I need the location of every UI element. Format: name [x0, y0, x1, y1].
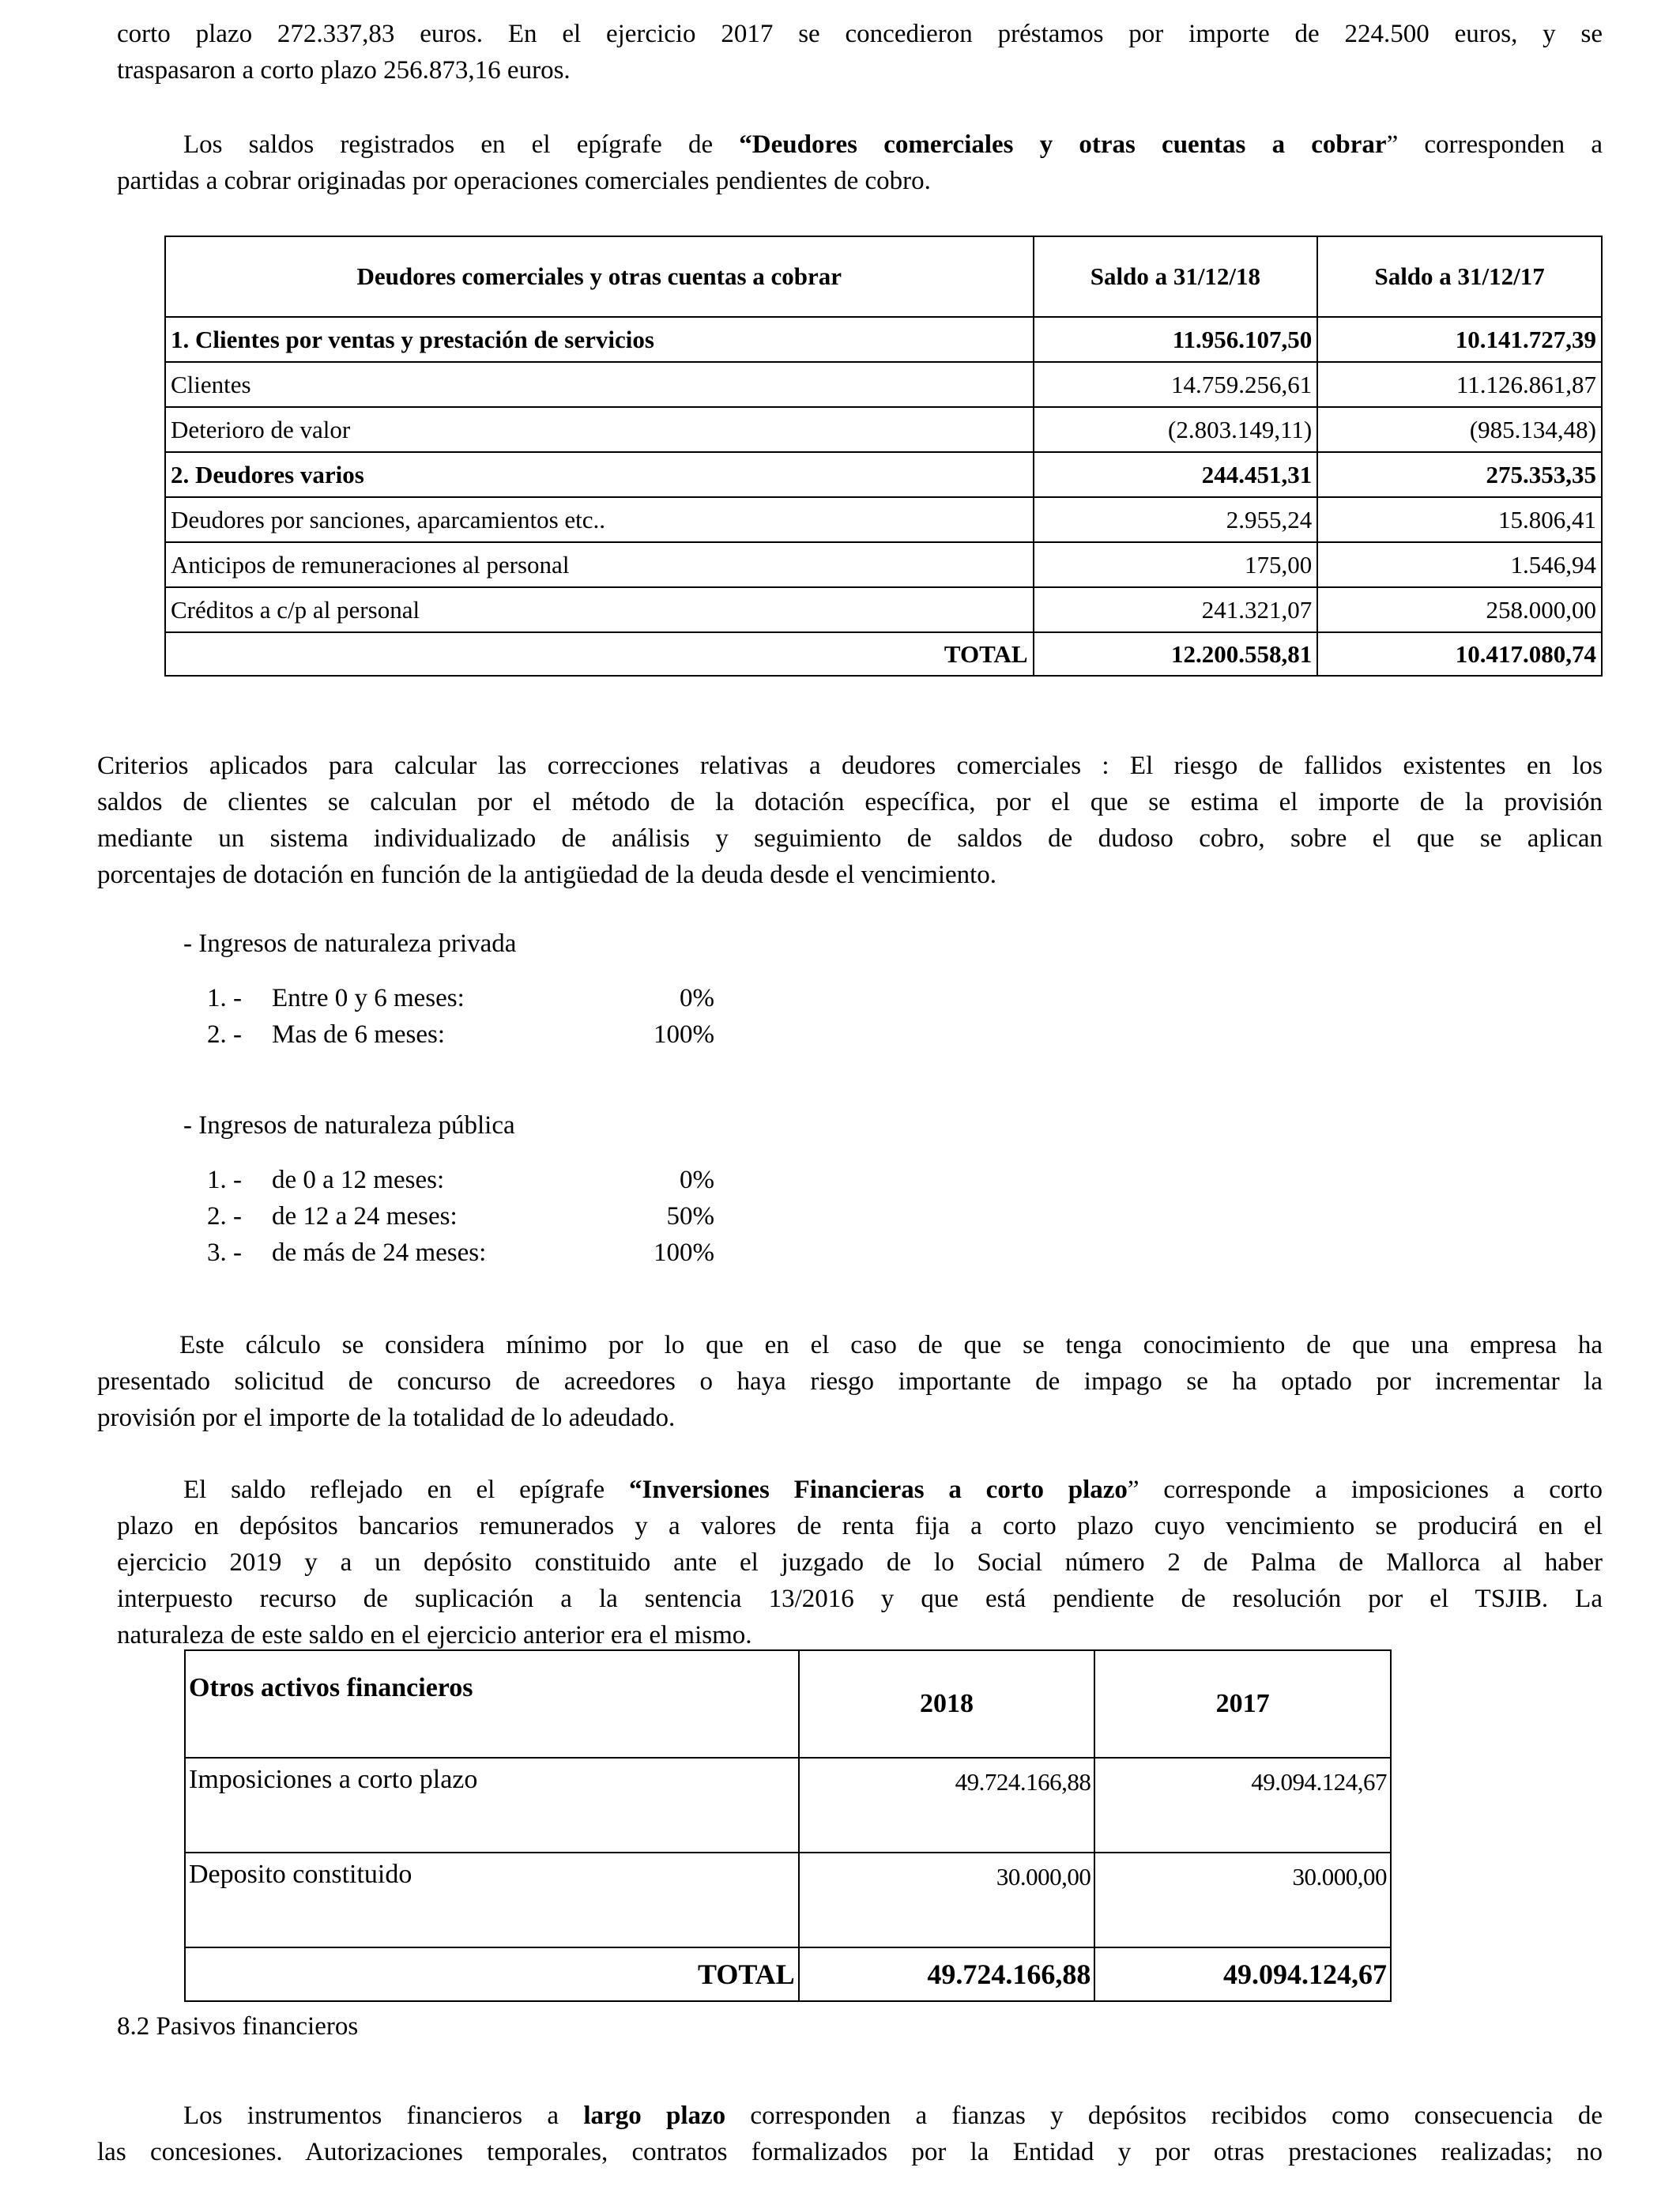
- total-label: TOTAL: [185, 1947, 799, 2001]
- text-line: las concesiones. Autorizaciones temporales, contratos formalizados por la Entidad y por otras prestaciones realizadas; no: [97, 2138, 1603, 2166]
- value-2017: 1.546,94: [1317, 542, 1602, 587]
- column-header: Saldo a 31/12/17: [1317, 236, 1602, 317]
- column-header: Otros activos financieros: [185, 1650, 799, 1758]
- value-2017: 11.126.861,87: [1317, 362, 1602, 407]
- otros-activos-table: [184, 1649, 1392, 2002]
- bold-term: “Inversiones Financieras a corto plazo: [629, 1476, 1128, 1504]
- deudores-table: [164, 236, 1603, 677]
- column-header: Deudores comerciales y otras cuentas a cobrar: [165, 236, 1034, 317]
- bold-term: largo plazo: [583, 2102, 726, 2130]
- text-line: El saldo reflejado en el epígrafe “Inversiones Financieras a corto plazo” corresponde a imposiciones a corto: [183, 1476, 1603, 1504]
- text-line: Criterios aplicados para calcular las correcciones relativas a deudores comerciales : El riesgo de fallidos existentes en los: [97, 752, 1603, 780]
- value-2018: 244.451,31: [1034, 452, 1318, 497]
- total-label: TOTAL: [165, 632, 1034, 676]
- text-line: corto plazo 272.337,83 euros. En el ejercicio 2017 se concedieron préstamos por importe de 224.500 euros, y se: [117, 20, 1603, 48]
- text-line: presentado solicitud de concurso de acreedores o haya riesgo importante de impago se ha optado por incrementar la: [97, 1367, 1603, 1396]
- row-label: Imposiciones a corto plazo: [185, 1758, 799, 1853]
- table-row: [165, 587, 1602, 632]
- total-2017: 49.094.124,67: [1094, 1947, 1391, 2001]
- total-2018: 49.724.166,88: [799, 1947, 1095, 2001]
- value-2018: 2.955,24: [1034, 497, 1318, 542]
- bold-term: “Deudores comerciales y otras cuentas a cobrar: [739, 130, 1387, 159]
- total-2018: 12.200.558,81: [1034, 632, 1318, 676]
- value-2017: 258.000,00: [1317, 587, 1602, 632]
- text-line: Los saldos registrados en el epígrafe de “Deudores comerciales y otras cuentas a cobrar” corresponden a: [183, 130, 1603, 159]
- total-2017: 10.417.080,74: [1317, 632, 1602, 676]
- value-2018: 175,00: [1034, 542, 1318, 587]
- value-2018: (2.803.149,11): [1034, 407, 1318, 452]
- column-header: 2017: [1094, 1650, 1391, 1758]
- value-2017: 49.094.124,67: [1094, 1758, 1391, 1853]
- text-line: Este cálculo se considera mínimo por lo que en el caso de que se tenga conocimiento de que una empresa ha: [179, 1331, 1603, 1359]
- column-header: Saldo a 31/12/18: [1034, 236, 1318, 317]
- table-total-row: [185, 1947, 1391, 2001]
- paragraph-pasivos: [97, 2098, 1603, 2170]
- paragraph-inversiones: [117, 1472, 1603, 1653]
- column-header: 2018: [799, 1650, 1095, 1758]
- text-line: traspasaron a corto plazo 256.873,16 euros.: [117, 56, 571, 85]
- value-2018: 14.759.256,61: [1034, 362, 1318, 407]
- paragraph-deudores-intro: [117, 126, 1603, 199]
- text-line: porcentajes de dotación en función de la antigüedad de la deuda desde el vencimiento.: [97, 861, 997, 889]
- table-header-row: [165, 236, 1602, 317]
- text-line: naturaleza de este saldo en el ejercicio anterior era el mismo.: [117, 1621, 752, 1649]
- table-row: [165, 407, 1602, 452]
- list-heading: - Ingresos de naturaleza pública: [183, 1111, 515, 1140]
- value-2018: 11.956.107,50: [1034, 317, 1318, 362]
- value-2018: 241.321,07: [1034, 587, 1318, 632]
- text-line: saldos de clientes se calculan por el método de la dotación específica, por el que se estima el importe de la provisión: [97, 788, 1603, 816]
- table-row: [165, 452, 1602, 497]
- value-2017: 30.000,00: [1094, 1853, 1391, 1947]
- table-row: [165, 362, 1602, 407]
- value-2017: 10.141.727,39: [1317, 317, 1602, 362]
- text-line: ejercicio 2019 y a un depósito constituido ante el juzgado de lo Social número 2 de Palma de Mallorca al haber: [117, 1548, 1603, 1577]
- table-row: [185, 1853, 1391, 1947]
- row-label: Deposito constituido: [185, 1853, 799, 1947]
- value-2018: 49.724.166,88: [799, 1758, 1095, 1853]
- row-label: 2. Deudores varios: [165, 452, 1034, 497]
- text-line: partidas a cobrar originadas por operaciones comerciales pendientes de cobro.: [117, 167, 931, 195]
- text-line: plazo en depósitos bancarios remunerados y a valores de renta fija a corto plazo cuyo vencimiento se producirá en el: [117, 1512, 1603, 1540]
- text-line: interpuesto recurso de suplicación a la sentencia 13/2016 y que está pendiente de resolución por el TSJIB. La: [117, 1585, 1603, 1613]
- row-label: Deterioro de valor: [165, 407, 1034, 452]
- table-total-row: [165, 632, 1602, 676]
- row-label: 1. Clientes por ventas y prestación de servicios: [165, 317, 1034, 362]
- table-row: [165, 497, 1602, 542]
- value-2017: 275.353,35: [1317, 452, 1602, 497]
- text-line: provisión por el importe de la totalidad de lo adeudado.: [97, 1404, 676, 1432]
- list-heading: - Ingresos de naturaleza privada: [183, 929, 517, 958]
- row-label: Clientes: [165, 362, 1034, 407]
- paragraph-loans: [117, 16, 1603, 89]
- row-label: Deudores por sanciones, aparcamientos etc..: [165, 497, 1034, 542]
- table-row: [165, 542, 1602, 587]
- row-label: Créditos a c/p al personal: [165, 587, 1034, 632]
- table-header-row: [185, 1650, 1391, 1758]
- row-label: Anticipos de remuneraciones al personal: [165, 542, 1034, 587]
- value-2017: 15.806,41: [1317, 497, 1602, 542]
- text-line: mediante un sistema individualizado de análisis y seguimiento de saldos de dudoso cobro, sobre el que se aplican: [97, 824, 1603, 853]
- paragraph-calculo: [97, 1327, 1603, 1436]
- text-line: Los instrumentos financieros a largo plazo corresponden a fianzas y depósitos recibidos como consecuencia de: [183, 2102, 1603, 2130]
- table-row: [165, 317, 1602, 362]
- value-2018: 30.000,00: [799, 1853, 1095, 1947]
- table-row: [185, 1758, 1391, 1853]
- value-2017: (985.134,48): [1317, 407, 1602, 452]
- paragraph-criterios: [97, 748, 1603, 893]
- section-title: 8.2 Pasivos financieros: [117, 2012, 359, 2041]
